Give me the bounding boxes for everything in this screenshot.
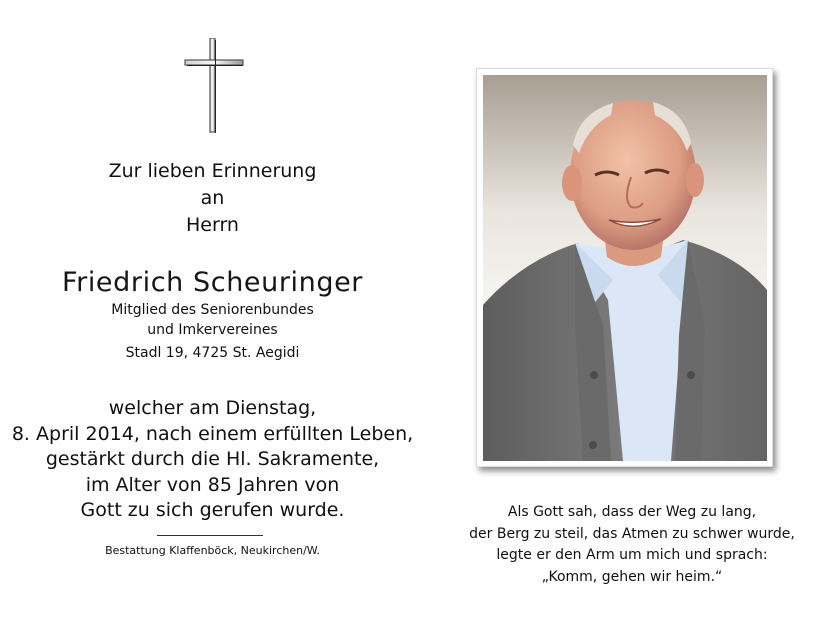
intro-line: Herrn xyxy=(186,214,239,236)
address: Stadl 19, 4725 St. Aegidi xyxy=(125,345,300,361)
obituary-line: welcher am Dienstag, xyxy=(108,397,317,419)
portrait-photo xyxy=(483,75,767,461)
divider xyxy=(157,535,263,536)
obituary-line: gestärkt durch die Hl. Sakramente, xyxy=(45,448,380,471)
obituary-line: im Alter von 85 Jahren von xyxy=(85,473,340,496)
intro-line: an xyxy=(200,187,225,209)
portrait-frame xyxy=(476,68,773,467)
intro-line: Zur lieben Erinnerung xyxy=(108,160,317,182)
poem-line: Als Gott sah, dass der Weg zu lang, xyxy=(507,504,757,520)
memorial-poem xyxy=(452,502,812,588)
obituary-text xyxy=(0,396,425,524)
membership-text xyxy=(0,300,425,340)
undertaker-credit: Bestattung Klaffenböck, Neukirchen/W. xyxy=(105,544,320,557)
cross-icon xyxy=(183,38,245,134)
poem-line: der Berg zu steil, das Atmen zu schwer wurde, xyxy=(469,525,795,542)
deceased-name: Friedrich Scheuringer xyxy=(61,267,364,298)
poem-line: legte er den Arm um mich und sprach: xyxy=(496,547,768,563)
membership-line: und Imkervereines xyxy=(147,322,278,338)
membership-line: Mitglied des Seniorenbundes xyxy=(111,302,314,318)
memorial-intro xyxy=(0,158,425,239)
obituary-line: 8. April 2014, nach einem erfüllten Leben, xyxy=(11,422,414,445)
obituary-line: Gott zu sich gerufen wurde. xyxy=(80,499,345,522)
poem-line: „Komm, gehen wir heim.“ xyxy=(541,568,723,585)
